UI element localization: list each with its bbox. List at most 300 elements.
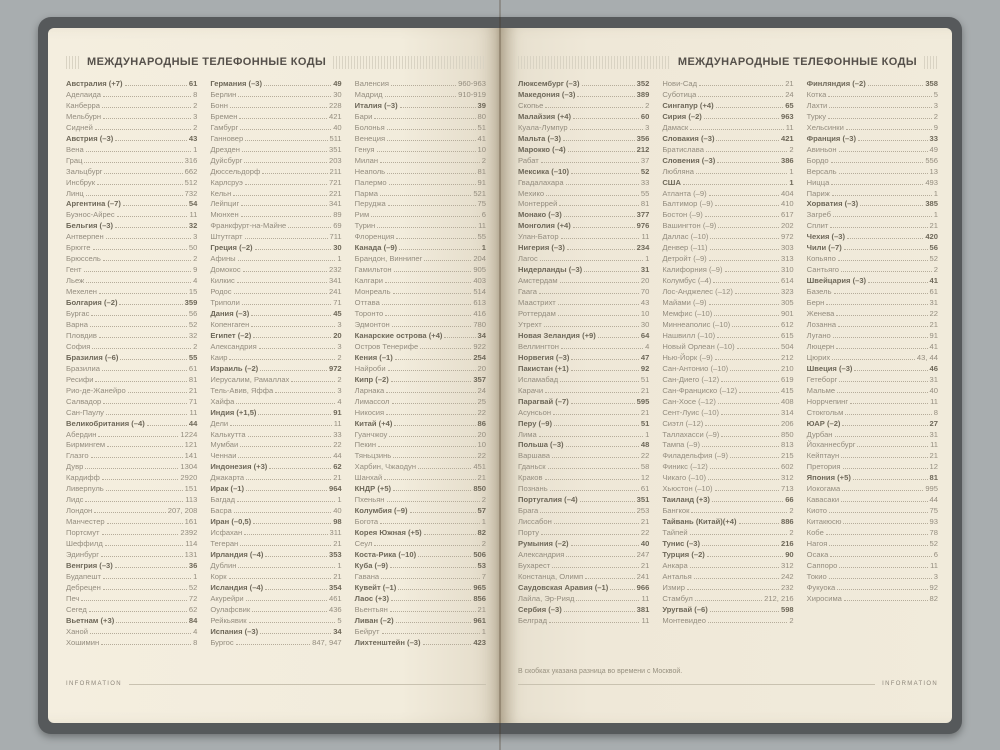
place-name: Бухарест — [518, 560, 551, 570]
country-row — [210, 309, 341, 320]
place-name: Бейрут — [354, 626, 380, 636]
place-name: Гент — [66, 265, 82, 275]
place-name: Порту — [518, 528, 540, 538]
phone-code: 70 — [640, 287, 650, 297]
city-row — [518, 342, 649, 353]
place-name: Лондон — [66, 506, 93, 516]
phone-code: 976 — [636, 221, 650, 231]
phone-code: 62 — [333, 462, 342, 472]
place-name: Дублин — [210, 560, 237, 570]
dot-leader — [721, 436, 779, 437]
place-name: Брандон, Виннипег — [354, 254, 423, 264]
city-row — [807, 145, 938, 156]
phone-code: 206 — [780, 418, 794, 428]
dot-leader — [702, 446, 779, 447]
phone-code: 20 — [477, 363, 486, 373]
dot-leader — [710, 468, 779, 469]
dot-leader — [103, 260, 191, 261]
dot-leader — [715, 490, 779, 491]
dot-leader — [387, 173, 475, 174]
dot-leader — [831, 184, 923, 185]
dot-leader — [847, 238, 923, 239]
dot-leader — [255, 249, 332, 250]
phone-code: 2 — [481, 495, 486, 505]
place-name: Багдад — [210, 495, 236, 505]
place-name: Котка — [806, 89, 827, 99]
country-row — [66, 616, 197, 627]
city-row — [662, 221, 793, 232]
dot-leader — [377, 151, 476, 152]
phone-code: 202 — [780, 221, 794, 231]
phone-code: 21 — [333, 571, 342, 581]
dot-leader — [846, 129, 932, 130]
phone-code: 2 — [481, 539, 486, 549]
place-name: Токио — [806, 571, 827, 581]
dot-leader — [101, 644, 191, 645]
country-row — [210, 627, 341, 638]
place-name: Пхеньян — [354, 495, 385, 505]
city-row — [355, 79, 486, 90]
dot-leader — [843, 523, 927, 524]
city-row — [66, 265, 197, 276]
dot-leader — [577, 96, 634, 97]
place-name: Израиль (–2) — [210, 363, 259, 373]
city-row — [210, 561, 341, 572]
dot-leader — [829, 512, 928, 513]
phone-code: 49 — [333, 79, 342, 88]
dot-leader — [839, 151, 928, 152]
dot-leader — [104, 173, 182, 174]
phone-code: 966 — [636, 582, 650, 592]
city-row — [518, 550, 649, 561]
dot-leader — [245, 140, 327, 141]
place-name: Финляндия (–2) — [806, 79, 866, 88]
phone-code: 25 — [477, 396, 486, 406]
dot-leader — [103, 96, 191, 97]
dot-leader — [841, 501, 927, 502]
phone-code: 13 — [929, 166, 938, 176]
phone-code: 91 — [929, 330, 938, 340]
dot-leader — [423, 644, 472, 645]
dot-leader — [564, 611, 635, 612]
country-row — [518, 353, 649, 364]
dot-leader — [392, 403, 476, 404]
country-row — [210, 484, 341, 495]
city-row — [807, 320, 938, 331]
phone-code: 216 — [780, 539, 794, 549]
dot-leader — [559, 205, 639, 206]
place-name: Бургос — [210, 637, 234, 647]
country-row — [807, 79, 938, 90]
city-row — [66, 112, 197, 123]
dot-leader — [735, 293, 779, 294]
city-row — [518, 375, 649, 386]
city-row — [355, 408, 486, 419]
place-name: Ханой — [66, 626, 88, 636]
place-name: Мехелен — [66, 287, 97, 297]
phone-code: 36 — [188, 560, 198, 570]
place-name: Лима — [518, 429, 537, 439]
place-name: Италия (–3) — [354, 100, 398, 110]
country-row — [210, 364, 341, 375]
city-row — [662, 440, 793, 451]
dot-leader — [721, 381, 779, 382]
city-row — [518, 462, 649, 473]
place-name: Монако (–3) — [518, 210, 562, 220]
city-row — [662, 90, 793, 101]
city-row — [66, 331, 197, 342]
city-row — [66, 178, 197, 189]
phone-code: 43 — [188, 133, 198, 143]
dot-leader — [391, 600, 471, 601]
place-name: Калгари — [354, 276, 384, 286]
phone-code: 415 — [780, 385, 794, 395]
place-name: Асунсьон — [518, 407, 552, 417]
city-row — [66, 309, 197, 320]
place-name: Тунис (–3) — [662, 539, 700, 549]
city-row — [210, 199, 341, 210]
place-name: Цюрих — [806, 352, 831, 362]
phone-code: 9 — [933, 122, 938, 132]
place-name: Исфахан — [210, 528, 243, 538]
city-row — [210, 419, 341, 430]
phone-code: 61 — [188, 363, 198, 373]
city-row — [355, 320, 486, 331]
code-column — [807, 79, 938, 627]
city-row — [66, 484, 197, 495]
place-name: Корк — [210, 571, 227, 581]
phone-code: 312 — [780, 473, 794, 483]
phone-code: 21 — [929, 451, 938, 461]
place-name: Домокос — [210, 265, 241, 275]
city-row — [518, 298, 649, 309]
dot-leader — [262, 173, 327, 174]
city-row — [210, 90, 341, 101]
place-name: Кавасаки — [806, 495, 840, 505]
country-row — [518, 221, 649, 232]
place-name: Стокгольм — [806, 407, 844, 417]
dot-leader — [380, 162, 480, 163]
city-row — [66, 243, 197, 254]
phone-code: 856 — [473, 593, 486, 603]
dot-leader — [410, 512, 476, 513]
place-name: Палермо — [354, 177, 387, 187]
phone-code: 713 — [780, 484, 794, 494]
phone-code: 241 — [328, 287, 342, 297]
place-name: Инсбрук — [66, 177, 96, 187]
dot-leader — [710, 611, 779, 612]
dot-leader — [387, 140, 475, 141]
place-name: Болгария (–2) — [66, 298, 118, 308]
place-name: Даллас (–10) — [662, 232, 709, 242]
phone-code: 847, 947 — [312, 637, 342, 647]
place-name: Копенгаген — [210, 319, 250, 329]
dot-leader — [386, 414, 475, 415]
phone-code: 54 — [188, 199, 198, 209]
phone-code: 253 — [636, 506, 650, 516]
dot-leader — [400, 107, 476, 108]
city-row — [807, 430, 938, 441]
phone-code: 416 — [473, 309, 486, 319]
place-name: Мельбурн — [66, 111, 102, 121]
phone-code: 21 — [640, 560, 650, 570]
phone-code: 52 — [929, 539, 938, 549]
dot-leader — [544, 326, 639, 327]
place-name: Мальме — [806, 385, 836, 395]
dot-leader — [598, 337, 639, 338]
city-row — [518, 594, 649, 605]
phone-code: 52 — [929, 254, 938, 264]
place-name: Австралия (+7) — [66, 79, 123, 88]
phone-code: 4 — [193, 276, 198, 286]
dot-leader — [702, 545, 779, 546]
place-name: Исландия (–4) — [210, 582, 264, 592]
phone-code: 2 — [193, 122, 198, 132]
dot-leader — [123, 205, 187, 206]
dot-leader — [839, 173, 928, 174]
dot-leader — [244, 534, 327, 535]
phone-code: 31 — [929, 429, 938, 439]
phone-code: 61 — [640, 484, 650, 494]
dot-leader — [831, 162, 924, 163]
dot-leader — [90, 326, 187, 327]
phone-code: 247 — [636, 549, 650, 559]
dot-leader — [709, 195, 779, 196]
phone-code: 8 — [193, 89, 198, 99]
phone-code: 352 — [636, 79, 650, 88]
code-column — [662, 79, 793, 627]
dot-leader — [106, 490, 183, 491]
city-row — [66, 145, 197, 156]
place-name: Сербия (–3) — [518, 604, 562, 614]
place-name: Брюссель — [66, 254, 101, 264]
dot-leader — [717, 337, 779, 338]
city-row — [210, 156, 341, 167]
phone-code: 50 — [188, 243, 198, 253]
dot-leader — [838, 260, 928, 261]
dot-leader — [371, 216, 480, 217]
city-row — [518, 309, 649, 320]
dot-leader — [730, 457, 779, 458]
city-row — [662, 419, 793, 430]
dot-leader — [115, 567, 187, 568]
city-row — [210, 528, 341, 539]
place-name: Констанца, Олимп — [518, 571, 584, 581]
city-row — [662, 375, 793, 386]
phone-code: 40 — [333, 122, 342, 132]
city-row — [807, 221, 938, 232]
phone-code: 241 — [636, 571, 650, 581]
dot-leader — [545, 107, 643, 108]
dot-leader — [683, 184, 787, 185]
phone-code: 10 — [477, 440, 486, 450]
place-name: Япония (+5) — [806, 473, 851, 483]
country-row — [807, 473, 938, 484]
city-row — [662, 298, 793, 309]
phone-code: 1 — [789, 166, 794, 176]
place-name: Измир — [662, 582, 685, 592]
city-row — [807, 287, 938, 298]
place-name: Родос — [210, 287, 232, 297]
phone-code: 721 — [328, 177, 342, 187]
dot-leader — [102, 370, 187, 371]
phone-code: 451 — [473, 462, 486, 472]
dot-leader — [699, 85, 783, 86]
place-name: Шанхай — [354, 473, 383, 483]
phone-code: 612 — [780, 319, 794, 329]
dot-leader — [718, 227, 779, 228]
city-row — [807, 342, 938, 353]
dot-leader — [95, 381, 186, 382]
phone-code: 57 — [477, 506, 486, 516]
place-name: Новая Зеландия (+9) — [518, 330, 596, 340]
city-row — [662, 397, 793, 408]
city-row — [66, 254, 197, 265]
city-row — [807, 309, 938, 320]
city-row — [662, 309, 793, 320]
country-row — [662, 112, 793, 123]
phone-code: 511 — [329, 133, 342, 143]
phone-code: 33 — [333, 429, 342, 439]
dot-leader — [737, 348, 779, 349]
phone-code: 30 — [333, 89, 342, 99]
dot-leader — [834, 293, 928, 294]
dot-leader — [102, 534, 179, 535]
dot-leader — [833, 216, 932, 217]
phone-code: 613 — [473, 298, 486, 308]
phone-code: 403 — [473, 276, 486, 286]
dot-leader — [388, 205, 476, 206]
phone-code: 506 — [473, 549, 486, 559]
city-row — [807, 484, 938, 495]
country-row — [355, 528, 486, 539]
dot-leader — [576, 600, 639, 601]
city-row — [807, 539, 938, 550]
city-row — [66, 462, 197, 473]
dot-leader — [540, 512, 634, 513]
phone-code: 20 — [333, 330, 342, 340]
phone-code: 11 — [641, 615, 650, 625]
place-name: Бургас — [66, 309, 90, 319]
place-name: Брага — [518, 506, 539, 516]
dot-leader — [573, 227, 635, 228]
footer-label: INFORMATION — [882, 681, 938, 687]
dot-leader — [545, 479, 639, 480]
country-row — [518, 243, 649, 254]
country-row — [518, 364, 649, 375]
page-title: МЕЖДУНАРОДНЫЕ ТЕЛЕФОННЫЕ КОДЫ — [87, 56, 327, 68]
place-name: Кельн — [210, 188, 232, 198]
dot-leader — [545, 392, 639, 393]
city-row — [518, 408, 649, 419]
phone-code: 4 — [193, 626, 198, 636]
dot-leader — [107, 446, 183, 447]
country-row — [662, 156, 793, 167]
dot-leader — [714, 315, 779, 316]
city-row — [518, 506, 649, 517]
phone-code: 44 — [333, 451, 342, 461]
place-name: Йоханнесбург — [806, 440, 856, 450]
phone-code: 113 — [185, 495, 198, 505]
dot-leader — [394, 271, 472, 272]
dot-leader — [826, 304, 927, 305]
place-name: Бразилия (–6) — [66, 352, 119, 362]
dot-leader — [374, 118, 475, 119]
phone-code: 207, 208 — [167, 506, 198, 516]
phone-code: 92 — [929, 582, 938, 592]
phone-code: 98 — [333, 517, 342, 527]
place-name: Бари — [354, 111, 373, 121]
dot-leader — [230, 107, 327, 108]
place-name: Тяньцзинь — [354, 451, 392, 461]
hatch-decoration — [66, 56, 80, 69]
phone-code: 602 — [780, 462, 794, 472]
phone-code: 31 — [929, 374, 938, 384]
phone-code: 312 — [780, 560, 794, 570]
dot-leader — [843, 468, 928, 469]
dot-leader — [832, 195, 932, 196]
place-name: Париж — [806, 188, 830, 198]
page-footer — [518, 681, 938, 687]
place-name: Будапешт — [66, 571, 101, 581]
city-row — [807, 583, 938, 594]
city-row — [518, 232, 649, 243]
dot-leader — [252, 611, 327, 612]
phone-code: 131 — [184, 549, 198, 559]
place-name: Кобе — [806, 528, 824, 538]
place-name: Мальта (–3) — [518, 133, 562, 143]
place-name: Анкара — [662, 560, 688, 570]
phone-code: 11 — [478, 221, 486, 231]
place-name: Сирия (–2) — [662, 111, 702, 121]
dot-leader — [582, 85, 635, 86]
city-row — [355, 605, 486, 616]
phone-code: 41 — [477, 133, 486, 143]
dot-leader — [94, 512, 166, 513]
place-name: Филадельфия (–9) — [662, 451, 729, 461]
city-row — [807, 265, 938, 276]
place-name: Куба (–9) — [354, 560, 389, 570]
city-row — [662, 583, 793, 594]
place-name: Гамбург — [210, 122, 239, 132]
phone-code: 314 — [780, 407, 794, 417]
dot-leader — [695, 600, 762, 601]
dot-leader — [710, 249, 779, 250]
place-name: Ганновер — [210, 133, 244, 143]
dot-leader — [393, 293, 472, 294]
dot-leader — [243, 271, 327, 272]
dot-leader — [546, 195, 639, 196]
dot-leader — [239, 118, 327, 119]
phone-code: 5 — [337, 615, 342, 625]
place-name: Майами (–9) — [662, 298, 707, 308]
country-row — [355, 616, 486, 627]
phone-code: 3 — [337, 341, 342, 351]
country-row — [807, 243, 938, 254]
city-row — [355, 123, 486, 134]
city-row — [355, 210, 486, 221]
place-name: Рио-де-Жанейро — [66, 385, 126, 395]
dot-leader — [610, 589, 634, 590]
dot-leader — [541, 534, 639, 535]
dot-leader — [396, 238, 475, 239]
phone-code: 81 — [188, 374, 198, 384]
city-row — [518, 189, 649, 200]
city-row — [518, 572, 649, 583]
dot-leader — [85, 501, 183, 502]
place-name: Перу (–9) — [518, 418, 553, 428]
dot-leader — [836, 348, 927, 349]
